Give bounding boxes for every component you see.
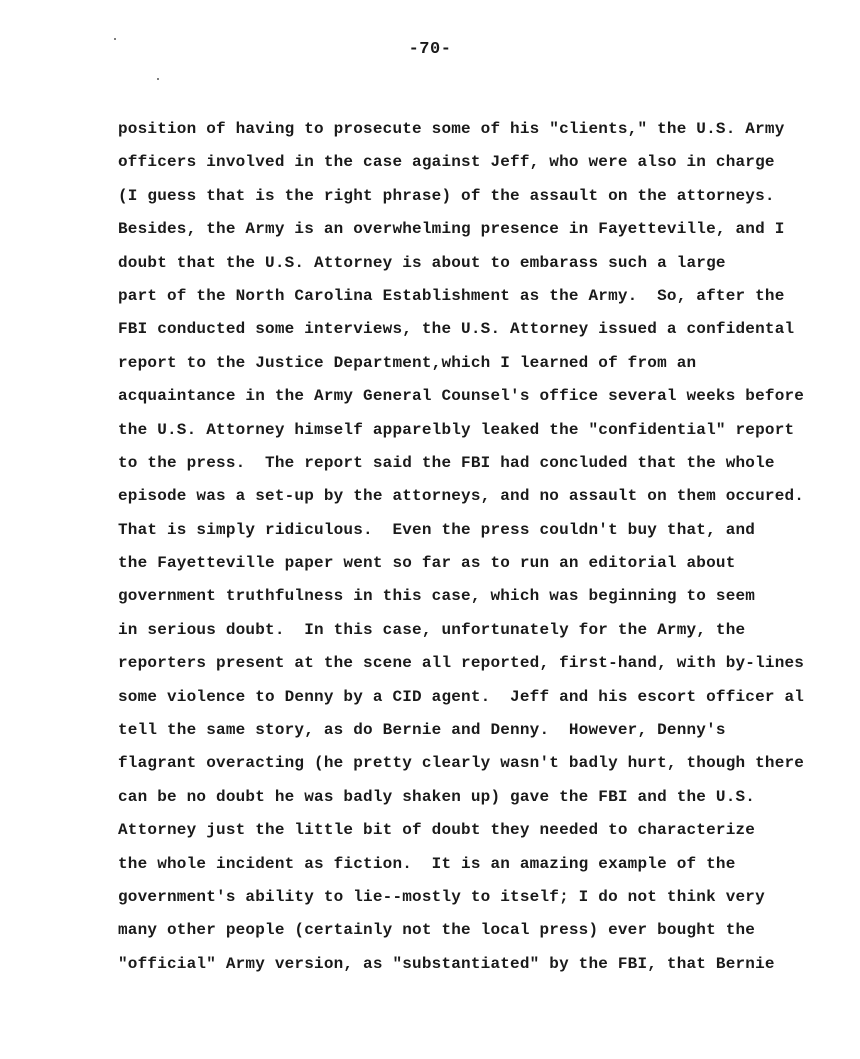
- text-line: part of the North Carolina Establishment as the Army. So, after the: [118, 286, 785, 305]
- text-line: in serious doubt. In this case, unfortunately for the Army, the: [118, 620, 746, 639]
- text-line: Attorney just the little bit of doubt they needed to characterize: [118, 821, 756, 840]
- text-line: That is simply ridiculous. Even the press couldn't buy that, and: [118, 520, 756, 539]
- text-line: acquaintance in the Army General Counsel's office several weeks before: [118, 387, 805, 406]
- text-line: tell the same story, as do Bernie and Denny. However, Denny's: [118, 721, 726, 740]
- scan-speck: [157, 78, 159, 80]
- text-line: FBI conducted some interviews, the U.S. Attorney issued a confidental: [118, 320, 795, 339]
- text-line: some violence to Denny by a CID agent. Jeff and his escort officer al: [118, 687, 805, 706]
- text-line: many other people (certainly not the local press) ever bought the: [118, 921, 756, 940]
- text-line: "official" Army version, as "substantiated" by the FBI, that Bernie: [118, 954, 775, 973]
- text-line: doubt that the U.S. Attorney is about to embarass such a large: [118, 253, 726, 272]
- scan-speck: [114, 38, 116, 40]
- text-line: to the press. The report said the FBI had concluded that the whole: [118, 453, 775, 472]
- text-line: government's ability to lie--mostly to itself; I do not think very: [118, 887, 765, 906]
- text-line: episode was a set-up by the attorneys, and no assault on them occured.: [118, 487, 805, 506]
- text-line: report to the Justice Department,which I learned of from an: [118, 353, 697, 372]
- body-text: [118, 118, 860, 986]
- page-number: -70-: [408, 40, 452, 59]
- text-line: the whole incident as fiction. It is an amazing example of the: [118, 854, 736, 873]
- text-line: reporters present at the scene all reported, first-hand, with by-lines: [118, 654, 805, 673]
- text-line: officers involved in the case against Jeff, who were also in charge: [118, 153, 775, 172]
- text-line: flagrant overacting (he pretty clearly wasn't badly hurt, though there: [118, 754, 805, 773]
- text-line: position of having to prosecute some of his "clients," the U.S. Army: [118, 120, 785, 138]
- text-line: government truthfulness in this case, which was beginning to seem: [118, 587, 756, 606]
- text-line: the U.S. Attorney himself apparelbly leaked the "confidential" report: [118, 420, 795, 439]
- text-line: the Fayetteville paper went so far as to run an editorial about: [118, 554, 736, 573]
- text-line: can be no doubt he was badly shaken up) gave the FBI and the U.S.: [118, 787, 756, 806]
- text-line: Besides, the Army is an overwhelming presence in Fayetteville, and I: [118, 220, 785, 239]
- text-line: (I guess that is the right phrase) of the assault on the attorneys.: [118, 186, 775, 205]
